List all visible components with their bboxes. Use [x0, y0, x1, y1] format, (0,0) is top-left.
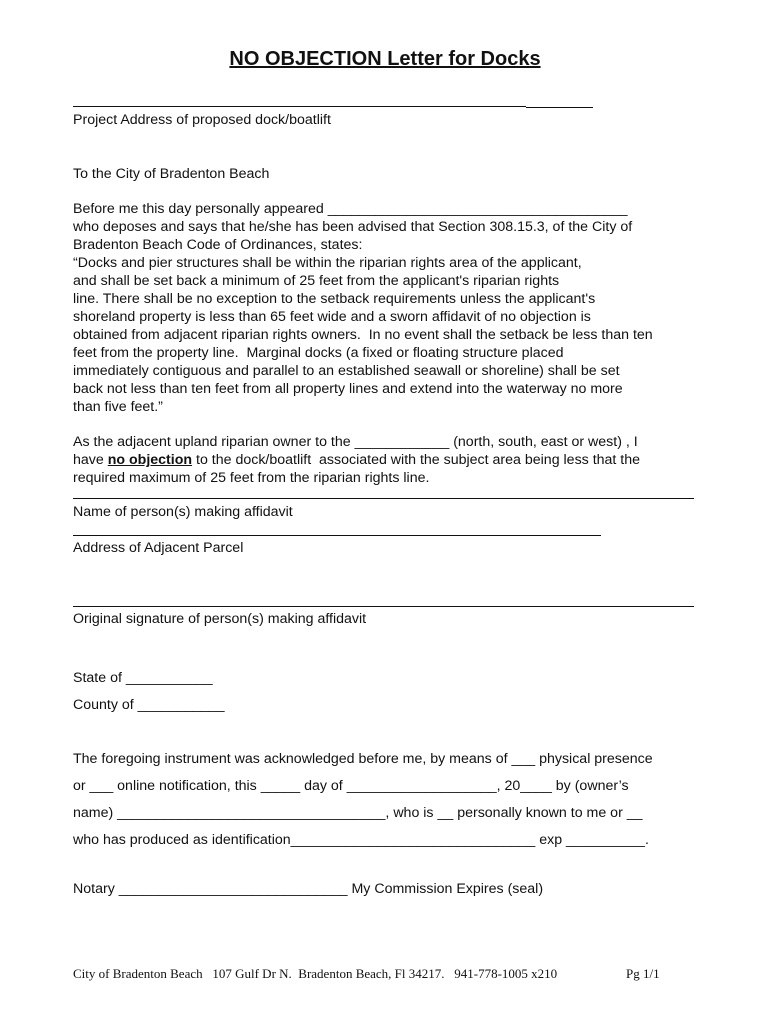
body-line: shoreland property is less than 65 feet wide and a sworn affidavit of no objection is — [73, 309, 591, 325]
signature-label: Original signature of person(s) making affidavit — [73, 611, 367, 627]
footer-address: City of Bradenton Beach 107 Gulf Dr N. Bradenton Beach, Fl 34217. 941-778-1005 x210 — [73, 966, 558, 981]
body-line: immediately contiguous and parallel to an established seawall or shoreline) shall be set — [73, 363, 620, 379]
body-line: Bradenton Beach Code of Ordinances, states: — [73, 237, 363, 253]
signature-line — [73, 606, 694, 607]
owner-line-text: have — [73, 452, 108, 468]
body-line: Before me this day personally appeared ______________________________________ — [73, 201, 628, 217]
body-line: line. There shall be no exception to the setback requirements unless the applicant's — [73, 291, 596, 307]
name-label: Name of person(s) making affidavit — [73, 504, 293, 520]
owner-line-text: to the dock/boatlift associated with the subject area being less that the — [192, 452, 641, 468]
body-line: feet from the property line. Marginal docks (a fixed or floating structure placed — [73, 345, 564, 361]
body-line: who deposes and says that he/she has been advised that Section 308.15.3, of the City of — [73, 219, 633, 235]
salutation: To the City of Bradenton Beach — [73, 166, 270, 182]
footer-page-number: Pg 1/1 — [626, 966, 660, 981]
ack-line: who has produced as identification_______________________________ exp __________. — [73, 832, 649, 848]
body-line: back not less than ten feet from all property lines and extend into the waterway no more — [73, 381, 623, 397]
ack-line: name) __________________________________, who is __ personally known to me or __ — [73, 805, 643, 821]
owner-line — [73, 451, 640, 469]
ack-line: or ___ online notification, this _____ day of ___________________, 20____ by (owner’s — [73, 778, 629, 794]
name-line — [73, 498, 694, 499]
page-title: NO OBJECTION Letter for Docks — [229, 48, 541, 70]
project-address-label: Project Address of proposed dock/boatlift — [73, 112, 331, 128]
body-line: than five feet.” — [73, 399, 163, 415]
project-address-line-ext — [526, 107, 593, 108]
county-field: County of ___________ — [73, 697, 225, 713]
owner-line: required maximum of 25 feet from the riparian rights line. — [73, 470, 430, 486]
state-field: State of ___________ — [73, 670, 213, 686]
ack-line: The foregoing instrument was acknowledged before me, by means of ___ physical presence — [73, 751, 653, 767]
no-objection-emphasis: no objection — [107, 452, 193, 468]
project-address-line — [73, 106, 526, 107]
owner-line: As the adjacent upland riparian owner to the ____________ (north, south, east or west) , I — [73, 434, 638, 450]
address-label: Address of Adjacent Parcel — [73, 540, 244, 556]
body-line: and shall be set back a minimum of 25 feet from the applicant's riparian rights — [73, 273, 560, 289]
body-line: “Docks and pier structures shall be within the riparian rights area of the applicant, — [73, 255, 582, 271]
body-line: obtained from adjacent riparian rights owners. In no event shall the setback be less than ten — [73, 327, 653, 343]
address-line — [73, 535, 601, 536]
notary-line: Notary _____________________________ My Commission Expires (seal) — [73, 881, 544, 897]
